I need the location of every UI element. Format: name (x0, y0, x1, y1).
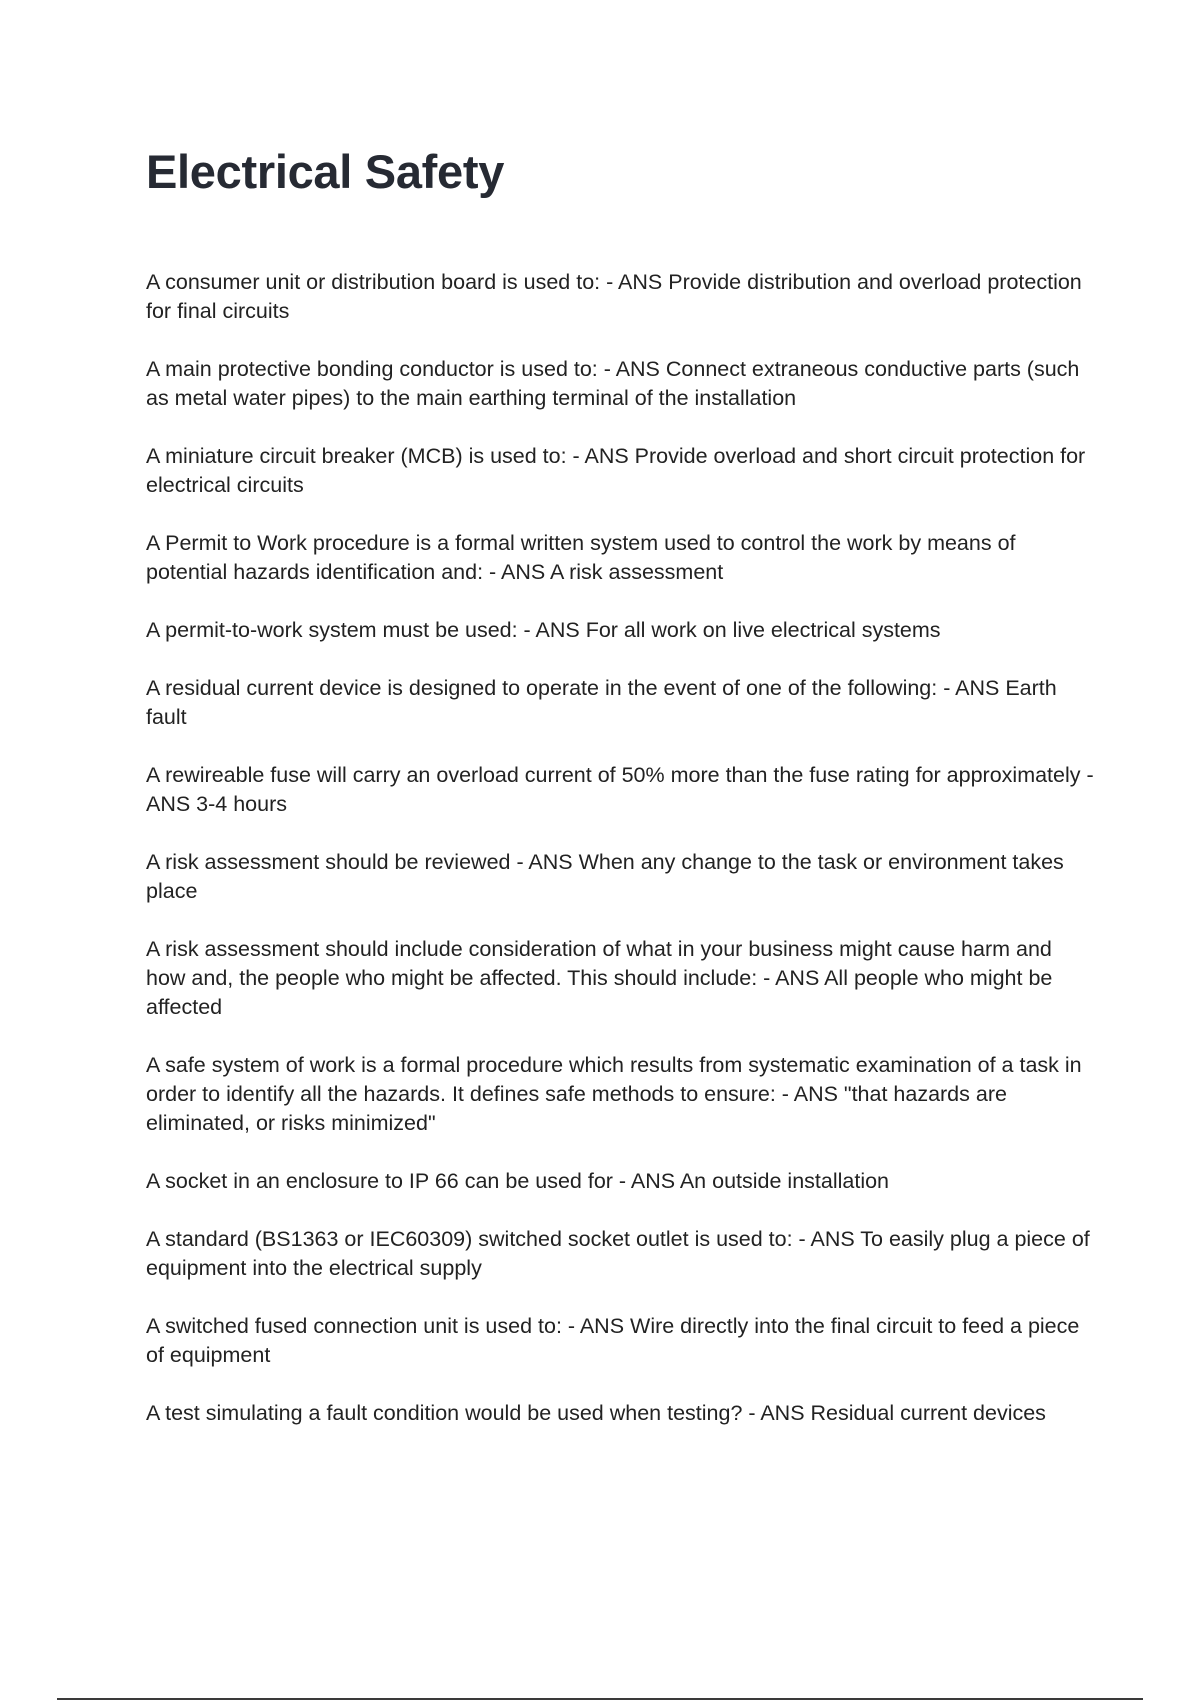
qa-item: A risk assessment should include consideration of what in your business might cause harm and how and, the people who might be affected. This should include: - ANS All people who might be affected (146, 937, 1053, 1019)
qa-list (146, 268, 1096, 1457)
qa-item: A permit-to-work system must be used: - ANS For all work on live electrical systems (146, 618, 941, 642)
qa-item: A switched fused connection unit is used to: - ANS Wire directly into the final circuit to feed a piece of equipment (146, 1314, 1080, 1367)
qa-item: A safe system of work is a formal procedure which results from systematic examination of a task in order to identify all the hazards. It defines safe methods to ensure: - ANS "that hazards are eliminated, or risks minimized" (146, 1053, 1082, 1135)
document-title: Electrical Safety (146, 145, 505, 198)
qa-item: A main protective bonding conductor is used to: - ANS Connect extraneous conductive parts (such as metal water pipes) to the main earthing terminal of the installation (146, 357, 1080, 410)
qa-item: A standard (BS1363 or IEC60309) switched socket outlet is used to: - ANS To easily plug a piece of equipment into the electrical supply (146, 1227, 1090, 1280)
document-page (146, 140, 1096, 1425)
qa-item: A consumer unit or distribution board is used to: - ANS Provide distribution and overload protection for final circuits (146, 270, 1082, 323)
qa-item: A miniature circuit breaker (MCB) is used to: - ANS Provide overload and short circuit protection for electrical circuits (146, 444, 1086, 497)
qa-item: A risk assessment should be reviewed - ANS When any change to the task or environment takes place (146, 850, 1064, 903)
qa-item: A rewireable fuse will carry an overload current of 50% more than the fuse rating for approximately - ANS 3-4 hours (146, 763, 1094, 816)
qa-item: A Permit to Work procedure is a formal written system used to control the work by means of potential hazards identification and: - ANS A risk assessment (146, 531, 1016, 584)
qa-item: A test simulating a fault condition would be used when testing? - ANS Residual current devices (146, 1401, 1046, 1425)
qa-item: A socket in an enclosure to IP 66 can be used for - ANS An outside installation (146, 1169, 890, 1193)
qa-item: A residual current device is designed to operate in the event of one of the following: - ANS Earth fault (146, 676, 1057, 729)
